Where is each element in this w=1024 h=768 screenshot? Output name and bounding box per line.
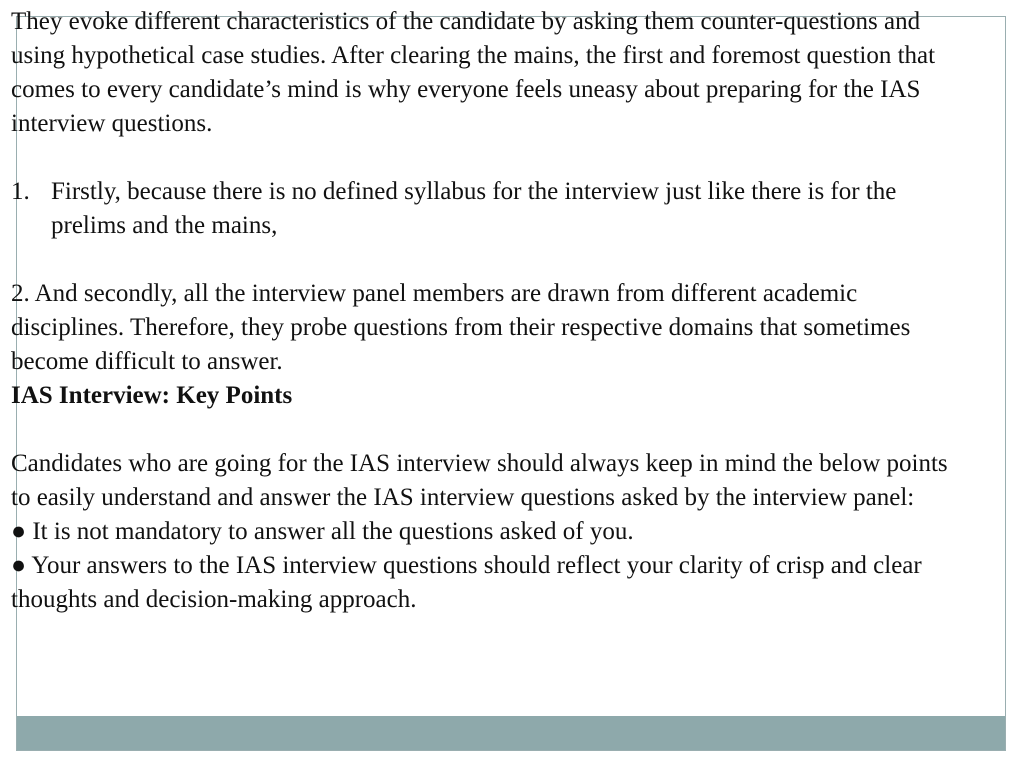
second-point-paragraph: 2. And secondly, all the interview panel members are drawn from different academic disciplines. Therefore, they probe questions from their respective domains that sometimes become difficult to answer. [11,280,911,375]
spacer [11,243,971,277]
slide-content [11,5,971,617]
key-points-intro: Candidates who are going for the IAS interview should always keep in mind the below points to easily understand and answer the IAS interview questions asked by the interview panel: [11,450,948,511]
intro-paragraph: They evoke different characteristics of the candidate by asking them counter-questions and using hypothetical case studies. After clearing the mains, the first and foremost question that comes to every candidate’s mind is why everyone feels uneasy about preparing for the IAS interview questions. [11,8,936,137]
numbered-list-item [11,175,971,243]
spacer [11,413,971,447]
bullet-item: ● Your answers to the IAS interview questions should reflect your clarity of crisp and clear thoughts and decision-making approach. [11,552,922,613]
footer-bar [17,716,1005,750]
list-item-text: Firstly, because there is no defined syllabus for the interview just like there is for the prelims and the mains, [51,178,897,239]
section-heading: IAS Interview: Key Points [11,382,293,409]
bullet-item: ● It is not mandatory to answer all the questions asked of you. [11,518,634,545]
list-number: 1. [11,178,30,205]
spacer [11,141,971,175]
